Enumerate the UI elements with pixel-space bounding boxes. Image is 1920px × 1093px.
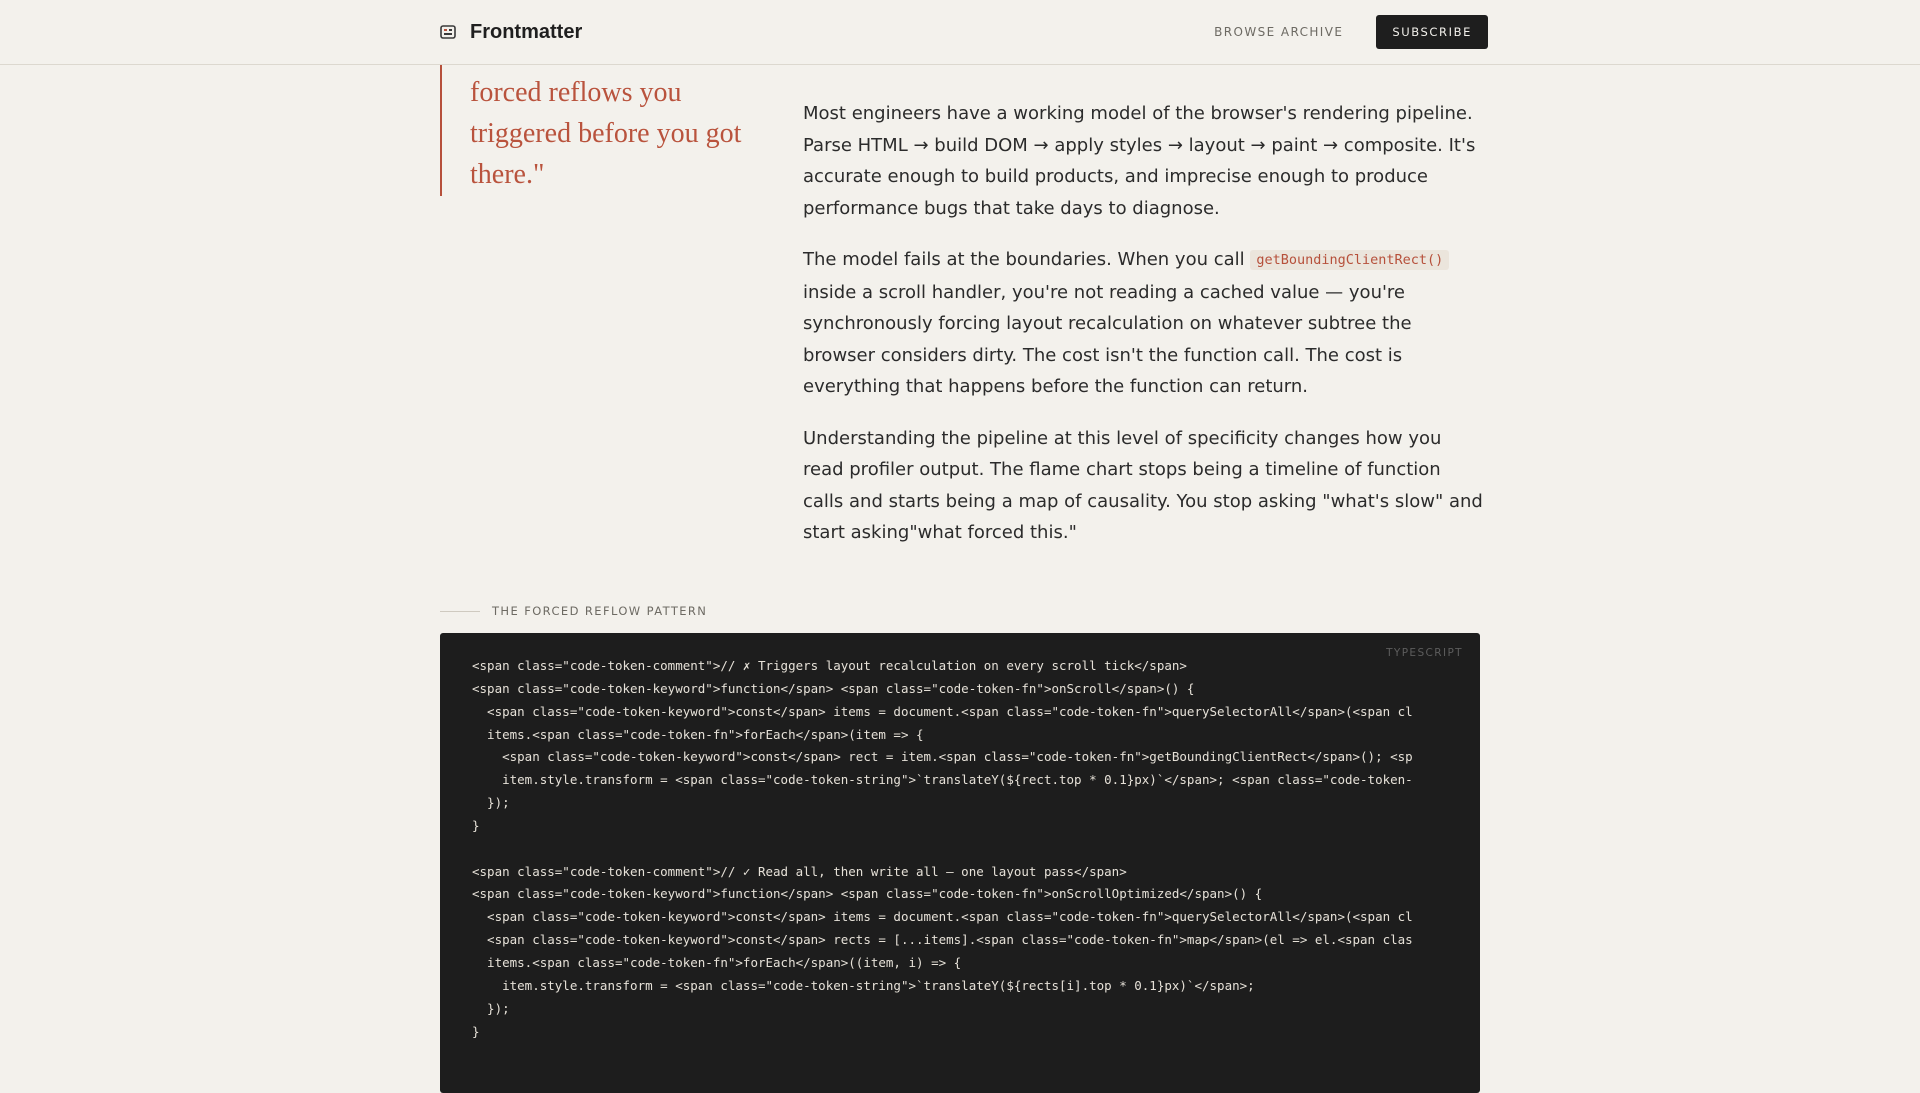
code-line: <span class="code-token-keyword">const</span> rect = item.<span class="code-token-fn">getBoundingClientRect</span>(); <sp: [472, 749, 1413, 765]
paragraph-text: The model fails at the boundaries. When you call: [803, 249, 1251, 270]
header-nav: [1214, 15, 1488, 49]
code-section-label: [440, 604, 707, 618]
code-line: }: [472, 817, 480, 833]
code-section-title: THE FORCED REFLOW PATTERN: [492, 604, 708, 618]
subscribe-button[interactable]: SUBSCRIBE: [1376, 15, 1488, 49]
pull-quote-text: forced reflows you triggered before you got there.": [470, 77, 742, 190]
header-inner: [440, 0, 1488, 64]
browse-archive-link[interactable]: BROWSE ARCHIVE: [1214, 25, 1344, 39]
code-line: [472, 838, 1472, 861]
code-language-label: TYPESCRIPT: [1386, 647, 1463, 659]
code-lines: [472, 655, 1472, 1043]
code-line: item.style.transform = <span class="code-token-string">`translateY(${rects[i].top * 0.1}px)`</span>;: [472, 977, 1255, 993]
inline-code: getBoundingClientRect(): [1250, 250, 1449, 270]
code-line: <span class="code-token-keyword">const</span> rects = [...items].<span class="code-token-fn">map</span>(el => el.<span clas: [472, 932, 1413, 948]
article-paragraph: [803, 244, 1483, 403]
code-block[interactable]: [440, 633, 1480, 1093]
brand[interactable]: [440, 21, 582, 44]
site-header: [0, 0, 1920, 65]
section-rule: [440, 611, 480, 612]
code-line: <span class="code-token-keyword">const</span> items = document.<span class="code-token-fn">querySelectorAll</span>(<span cl: [472, 703, 1413, 719]
code-line: });: [472, 1000, 510, 1016]
paragraph-text: inside a scroll handler, you're not reading a cached value — you're synchronously forcing layout recalculation on whatever subtree the browser considers dirty. The cost isn't the function call. The cost is everything that happens before the function can return.: [803, 281, 1412, 397]
code-line: <span class="code-token-keyword">const</span> items = document.<span class="code-token-fn">querySelectorAll</span>(<span cl: [472, 909, 1413, 925]
code-line: <span class="code-token-keyword">function</span> <span class="code-token-fn">onScrollOptimized</span>() {: [472, 886, 1263, 902]
code-line: <span class="code-token-comment">// ✓ Read all, then write all — one layout pass</span>: [472, 863, 1127, 879]
article-body: [803, 98, 1483, 569]
code-line: item.style.transform = <span class="code-token-string">`translateY(${rect.top * 0.1}px)`</span>; <span class="code-token-: [472, 772, 1413, 788]
code-line: });: [472, 795, 510, 811]
pull-quote: [440, 64, 762, 196]
article-paragraph: Most engineers have a working model of the browser's rendering pipeline. Parse HTML → build DOM → apply styles → layout → paint → composite. It's accurate enough to build products, and imprecise enough to produce performance bugs that take days to diagnose.: [803, 103, 1476, 219]
code-line: <span class="code-token-keyword">function</span> <span class="code-token-fn">onScroll</span>() {: [472, 680, 1195, 696]
brand-name: Frontmatter: [470, 20, 583, 43]
code-line: }: [472, 1023, 480, 1039]
code-line: <span class="code-token-comment">// ✗ Triggers layout recalculation on every scroll tick</span>: [472, 658, 1187, 673]
code-line: items.<span class="code-token-fn">forEach</span>((item, i) => {: [472, 954, 962, 970]
article-paragraph: Understanding the pipeline at this level of specificity changes how you read profiler output. The flame chart stops being a timeline of function calls and starts being a map of causality. You stop asking "what's slow" and start asking"what forced this.": [803, 427, 1483, 543]
code-line: items.<span class="code-token-fn">forEach</span>(item => {: [472, 726, 924, 742]
brand-logo-icon: [440, 24, 456, 40]
